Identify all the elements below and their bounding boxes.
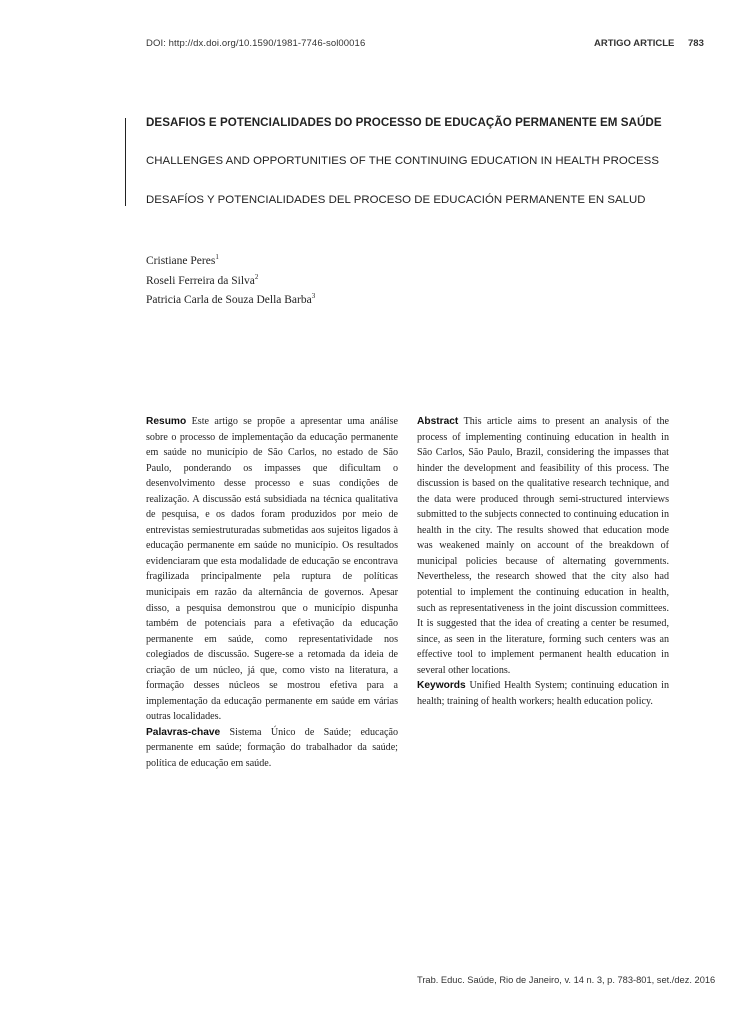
abstract-paragraph bbox=[417, 414, 669, 678]
doi-link[interactable]: DOI: http://dx.doi.org/10.1590/1981-7746-sol00016 bbox=[146, 38, 366, 49]
author-list bbox=[146, 252, 315, 311]
title-portuguese: DESAFIOS E POTENCIALIDADES DO PROCESSO DE EDUCAÇÃO PERMANENTE EM SAÚDE bbox=[146, 116, 662, 129]
title-english: CHALLENGES AND OPPORTUNITIES OF THE CONTINUING EDUCATION IN HEALTH PROCESS bbox=[146, 155, 659, 167]
title-accent-bar bbox=[125, 118, 126, 206]
keywords-text: Unified Health System; continuing education in health; training of health workers; health education policy. bbox=[417, 680, 669, 707]
keywords-paragraph bbox=[417, 678, 669, 709]
page-number: 783 bbox=[688, 38, 704, 49]
abstract-text: This article aims to present an analysis of the process of implementing continuing education in health in São Carlos, São Paulo, Brazil, considering the impasses that hinder the development and feasibility of this process. The discussion is based on the qualitative research technique, and the data were produced through semi-structured interviews submitted to the subjects connected to continuing education in health in the city. The results showed that education mode was weakened mainly on account of the breakdown of municipal policies because of alternating governments. Nevertheless, the research showed that the city also had potential to implement the continuing education in health, such as representativeness in the joint discussion committees. It is suggested that the idea of creating a center be resumed, since, as seen in the literature, forming such centers was an effective tool to implement permanent health education in several other locations. bbox=[417, 416, 669, 676]
keywords-label: Keywords bbox=[417, 680, 466, 692]
title-spanish: DESAFÍOS Y POTENCIALIDADES DEL PROCESO DE EDUCACIÓN PERMANENTE EN SALUD bbox=[146, 194, 646, 206]
resumo-paragraph bbox=[146, 414, 398, 725]
palavras-chave-paragraph bbox=[146, 725, 398, 772]
author-3: Patricia Carla de Souza Della Barba$^3$ bbox=[146, 292, 316, 306]
abstract-portuguese bbox=[146, 414, 398, 772]
resumo-label: Resumo bbox=[146, 416, 187, 427]
author-2: Roseli Ferreira da Silva$^2$ bbox=[146, 272, 259, 287]
author-1: Cristiane Peres$^1$ bbox=[146, 253, 219, 267]
abstract-label: Abstract bbox=[417, 416, 459, 427]
palavras-chave-label: Palavras-chave bbox=[146, 726, 221, 738]
journal-citation: Trab. Educ. Saúde, Rio de Janeiro, v. 14 n. 3, p. 783-801, set./dez. 2016 bbox=[417, 975, 716, 985]
palavras-chave-text: Sistema Único de Saúde; educação permanente em saúde; formação do trabalhador da saúde; política de educação em saúde. bbox=[146, 726, 398, 770]
abstract-english bbox=[417, 414, 669, 709]
resumo-text: Este artigo se propõe a apresentar uma análise sobre o processo de implementação da educação permanente em saúde no município de São Carlos, no estado de São Paulo, ponderando os impasses que dificultam o desenvolvimento desse processo e suas condições de realização. A discussão está subsidiada na técnica qualitativa de pesquisa, e os dados foram produzidos por meio de entrevistas semiestruturadas submetidas aos sujeitos ligados à educação permanente em saúde no município. Os resultados evidenciaram que esta modalidade de educação se encontrava fragilizada principalmente pela ruptura de políticas municipais em razão da alternância de governos. Apesar disso, a pesquisa demonstrou que o município dispunha também de potenciais para a efetivação da educação permanente em saúde, como representatividade nos colegiados de discussão. Sugere-se a retomada da ideia de criação de um núcleo, já que, como visto na literatura, a formação desses núcleos se mostrou efetiva para a implementação da educação permanente em saúde em várias outras localidades. bbox=[146, 416, 398, 723]
section-label: ARTIGO ARTICLE bbox=[594, 38, 675, 49]
